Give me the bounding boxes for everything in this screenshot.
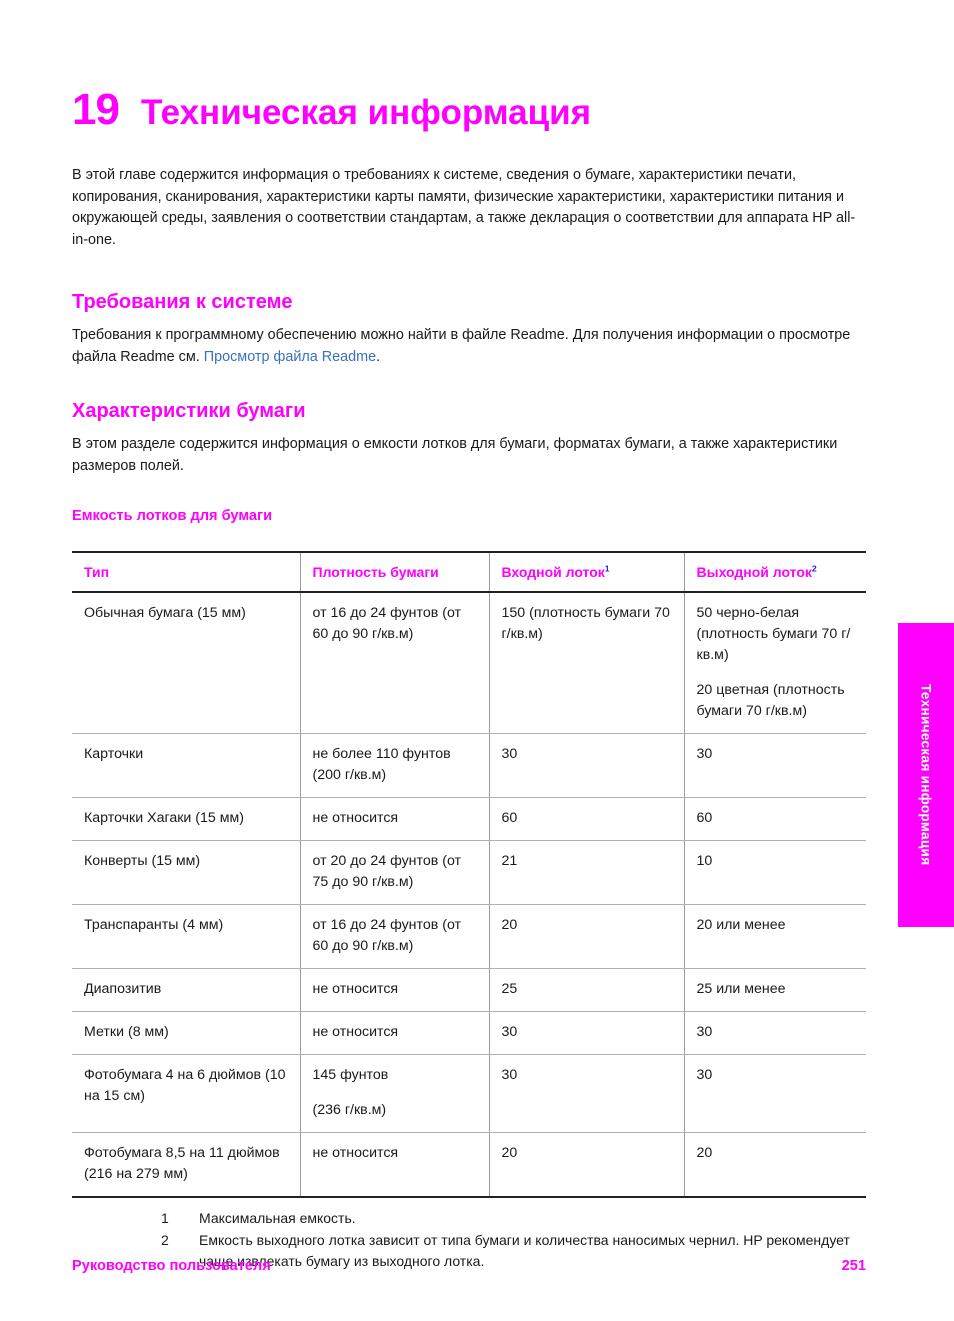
column-header-type-label: Тип [84,564,110,581]
column-header-weight-label: Плотность бумаги [312,564,439,581]
cell-input-tray [489,592,684,734]
cell-paragraph: не более 110 фунтов (200 г/кв.м) [312,746,451,784]
footer-page-number: 251 [841,1258,866,1274]
cell-type [72,1133,300,1198]
cell-paragraph: Обычная бумага (15 мм) [84,605,246,622]
cell-input-tray [489,798,684,841]
cell-output-tray [684,734,866,798]
table-row [72,592,866,734]
table-row [72,734,866,798]
cell-output-tray [684,798,866,841]
table-row [72,969,866,1012]
cell-paragraph: 25 или менее [696,981,786,998]
cell-paragraph: 20 цветная (плотность бумаги 70 г/кв.м) [696,682,845,720]
footnote-number: 2 [161,1232,169,1249]
cell-type [72,798,300,841]
cell-paragraph: 20 [501,917,518,934]
system-requirements-text-before-link: Требования к программному обеспечению можно найти в файле Readme. Для получения информации о просмотре файла Readme см. [72,327,851,365]
cell-paragraph: 25 [501,981,518,998]
cell-weight [300,1012,489,1055]
cell-output-tray [684,1012,866,1055]
cell-output-tray [684,592,866,734]
cell-type [72,734,300,798]
column-header-type [72,552,300,592]
system-requirements-paragraph [72,325,866,368]
cell-paragraph: 20 или менее [696,917,786,934]
table-row [72,905,866,969]
table-row [72,1055,866,1133]
cell-type [72,1012,300,1055]
cell-input-tray [489,1055,684,1133]
cell-paragraph: Карточки [84,746,144,763]
cell-paragraph: 30 [501,1067,518,1084]
chapter-intro-paragraph: В этой главе содержится информация о требованиях к системе, сведения о бумаге, характеристики печати, копирования, сканирования, характеристики карты памяти, физические характеристики, характеристики питания и окружающей среды, заявления о соответствии стандартам, а также декларация о соответствии для аппарата HP all-in-one. [72,167,856,248]
cell-paragraph: Метки (8 мм) [84,1024,169,1041]
cell-output-tray [684,841,866,905]
table-row [72,1133,866,1198]
cell-paragraph: от 16 до 24 фунтов (от 60 до 90 г/кв.м) [312,605,462,643]
cell-paragraph: Фотобумага 4 на 6 дюймов (10 на 15 см) [84,1067,286,1105]
cell-weight [300,798,489,841]
cell-paragraph: 21 [501,853,518,870]
cell-paragraph: Транспаранты (4 мм) [84,917,224,934]
cell-output-tray [684,1133,866,1198]
cell-weight [300,905,489,969]
column-header-weight [300,552,489,592]
cell-weight [300,734,489,798]
footnote-text: Максимальная емкость. [199,1210,356,1227]
main-content [72,165,866,1272]
column-header-output-tray-label: Выходной лоток [696,564,812,581]
cell-input-tray [489,1012,684,1055]
page-title: Техническая информация [140,93,592,133]
paper-tray-capacity-table [72,551,866,1198]
cell-input-tray [489,969,684,1012]
footnote-item [161,1208,866,1229]
cell-type [72,969,300,1012]
cell-paragraph: от 16 до 24 фунтов (от 60 до 90 г/кв.м) [312,917,462,955]
table-body [72,592,866,1197]
subsection-heading-tray-capacity: Емкость лотков для бумаги [72,508,273,524]
column-header-input-tray-label: Входной лоток [501,564,605,581]
cell-paragraph: Конверты (15 мм) [84,853,201,870]
cell-paragraph: 20 [696,1145,713,1162]
readme-link[interactable]: Просмотр файла Readme [203,348,377,365]
cell-input-tray [489,734,684,798]
page-footer [72,1258,866,1274]
section-heading-system-requirements: Требования к системе [72,291,293,313]
chapter-number: 19 [72,85,119,135]
cell-type [72,841,300,905]
cell-type [72,1055,300,1133]
cell-weight [300,1133,489,1198]
cell-paragraph: 20 [501,1145,518,1162]
cell-type [72,905,300,969]
column-header-output-tray [684,552,866,592]
footnote-ref-1[interactable]: 1 [604,563,610,574]
cell-paragraph: 60 [501,810,518,827]
table-row [72,841,866,905]
cell-paragraph: 30 [696,746,713,763]
cell-paragraph: 10 [696,853,713,870]
column-header-input-tray [489,552,684,592]
cell-paragraph: не относится [312,1145,399,1162]
side-thumb-tab-label: Техническая информация [918,684,934,866]
cell-paragraph: 60 [696,810,713,827]
footnote-number: 1 [161,1210,169,1227]
cell-type [72,592,300,734]
cell-paragraph: 30 [696,1067,713,1084]
cell-paragraph: не относится [312,1024,399,1041]
chapter-heading [72,72,591,154]
cell-paragraph: Фотобумага 8,5 на 11 дюймов (216 на 279 мм) [84,1145,280,1183]
cell-input-tray [489,1133,684,1198]
cell-paragraph: не относится [312,981,399,998]
footnote-ref-2[interactable]: 2 [811,563,817,574]
side-thumb-tab [898,623,954,927]
cell-paragraph: Карточки Хагаки (15 мм) [84,810,244,827]
cell-input-tray [489,841,684,905]
table-header-row [72,552,866,592]
cell-weight [300,969,489,1012]
cell-output-tray [684,905,866,969]
cell-output-tray [684,1055,866,1133]
section-heading-paper-specs: Характеристики бумаги [72,400,306,422]
footer-guide-label: Руководство пользователя [72,1258,271,1274]
cell-paragraph: 30 [501,1024,518,1041]
cell-paragraph: 30 [501,746,518,763]
system-requirements-text-after-link: . [376,348,381,365]
cell-paragraph: 50 черно-белая (плотность бумаги 70 г/кв.м) [696,605,851,664]
table-row [72,798,866,841]
cell-output-tray [684,969,866,1012]
cell-paragraph: 30 [696,1024,713,1041]
footnote-text: Емкость выходного лотка зависит от типа бумаги и количества наносимых чернил. HP рекомендует чаще извлекать бумагу из выходного лотка. [199,1232,850,1270]
table-row [72,1012,866,1055]
cell-input-tray [489,905,684,969]
cell-paragraph: от 20 до 24 фунтов (от 75 до 90 г/кв.м) [312,853,462,891]
cell-paragraph: 150 (плотность бумаги 70 г/кв.м) [501,605,670,643]
cell-weight [300,592,489,734]
cell-paragraph: не относится [312,810,399,827]
cell-paragraph: Диапозитив [84,981,162,998]
cell-paragraph: (236 г/кв.м) [312,1102,387,1119]
cell-weight [300,1055,489,1133]
cell-weight [300,841,489,905]
cell-paragraph: 145 фунтов [312,1067,389,1084]
paper-specs-paragraph: В этом разделе содержится информация о емкости лотков для бумаги, форматах бумаги, а также характеристики размеров полей. [72,436,838,474]
